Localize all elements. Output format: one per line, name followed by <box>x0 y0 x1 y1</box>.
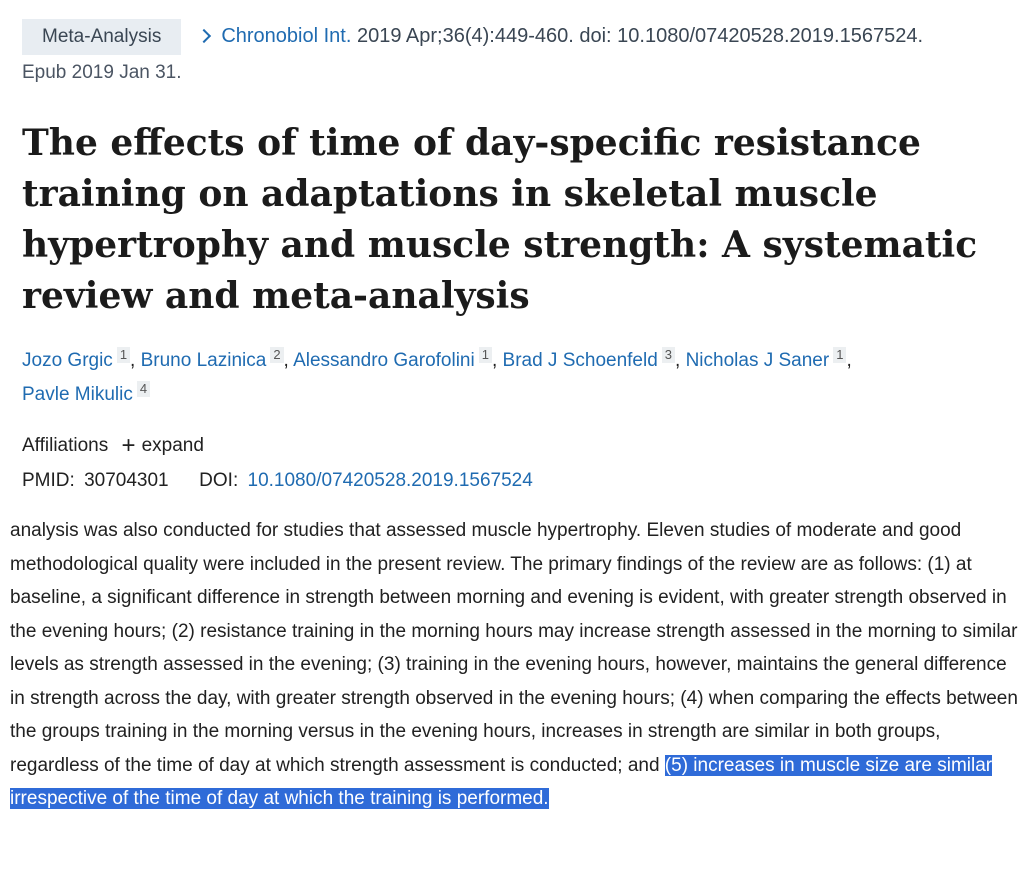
abstract-body: analysis was also conducted for studies that assessed muscle hypertrophy. Eleven studies of moderate and good methodological quality were included in the present review. The primary findings of the review are as follows: (1) at baseline, a significant difference in strength between morning and evening is evident, with greater strength observed in the evening hours; (2) resistance training in the morning hours may increase strength assessed in the morning to similar levels as strength assessed in the evening; (3) training in the evening hours, however, maintains the general difference in strength across the day, with greater strength observed in the evening hours; (4) when comparing the effects between the groups training in the morning versus in the evening hours, increases in strength are similar in both groups, regardless of the time of day at which strength assessment is conducted; and <box>10 520 1018 776</box>
affiliation-ref[interactable]: 3 <box>662 347 675 363</box>
doi-link[interactable]: 10.1080/07420528.2019.1567524 <box>247 470 533 491</box>
author-separator: , <box>283 350 289 371</box>
pmid-label: PMID: <box>22 470 75 491</box>
author-link[interactable]: Jozo Grgic <box>22 350 113 371</box>
pmid-value: 30704301 <box>84 470 169 491</box>
affiliations-row <box>22 432 204 460</box>
doi-label: DOI: <box>199 470 239 491</box>
journal-link[interactable]: Chronobiol Int. <box>221 25 352 47</box>
article-type-badge: Meta-Analysis <box>22 19 181 55</box>
author-separator: , <box>846 350 852 371</box>
affiliations-label: Affiliations <box>22 435 109 456</box>
author-item <box>293 346 498 371</box>
selected-text[interactable]: (5) increases in muscle size are similar irrespective of the time of day at which the training is performed. <box>10 754 993 809</box>
author-link[interactable]: Brad J Schoenfeld <box>502 350 658 371</box>
publication-line <box>22 18 1012 55</box>
author-item <box>22 346 136 371</box>
authors-list <box>22 344 1012 412</box>
author-item <box>140 346 289 371</box>
citation-details: 2019 Apr;36(4):449-460. doi: 10.1080/07420528.2019.1567524. <box>351 25 924 47</box>
affiliation-ref[interactable]: 1 <box>479 347 492 363</box>
expand-label: expand <box>141 435 204 456</box>
author-separator: , <box>491 350 498 371</box>
identifiers-row <box>22 470 533 492</box>
author-link[interactable]: Alessandro Garofolini <box>293 350 475 371</box>
affiliation-ref[interactable]: 4 <box>137 381 150 397</box>
article-title: The effects of time of day-specific resistance training on adaptations in skeletal muscle hypertrophy and muscle strength: A systematic review and meta-analysis <box>22 122 978 317</box>
author-link[interactable]: Nicholas J Saner <box>685 350 830 371</box>
author-item <box>22 380 150 405</box>
author-separator: , <box>675 350 681 371</box>
abstract-text[interactable] <box>10 514 1020 816</box>
author-separator: , <box>130 350 136 371</box>
author-link[interactable]: Bruno Lazinica <box>140 350 267 371</box>
expand-affiliations-button[interactable] <box>121 432 204 459</box>
epub-date: Epub 2019 Jan 31. <box>22 62 182 83</box>
plus-icon: + <box>121 432 136 459</box>
author-link[interactable]: Pavle Mikulic <box>22 384 133 405</box>
affiliation-ref[interactable]: 1 <box>833 347 846 363</box>
affiliation-ref[interactable]: 1 <box>117 347 130 363</box>
author-item <box>502 346 681 371</box>
author-item <box>685 346 852 371</box>
chevron-right-icon <box>197 29 211 43</box>
affiliation-ref[interactable]: 2 <box>270 347 283 363</box>
